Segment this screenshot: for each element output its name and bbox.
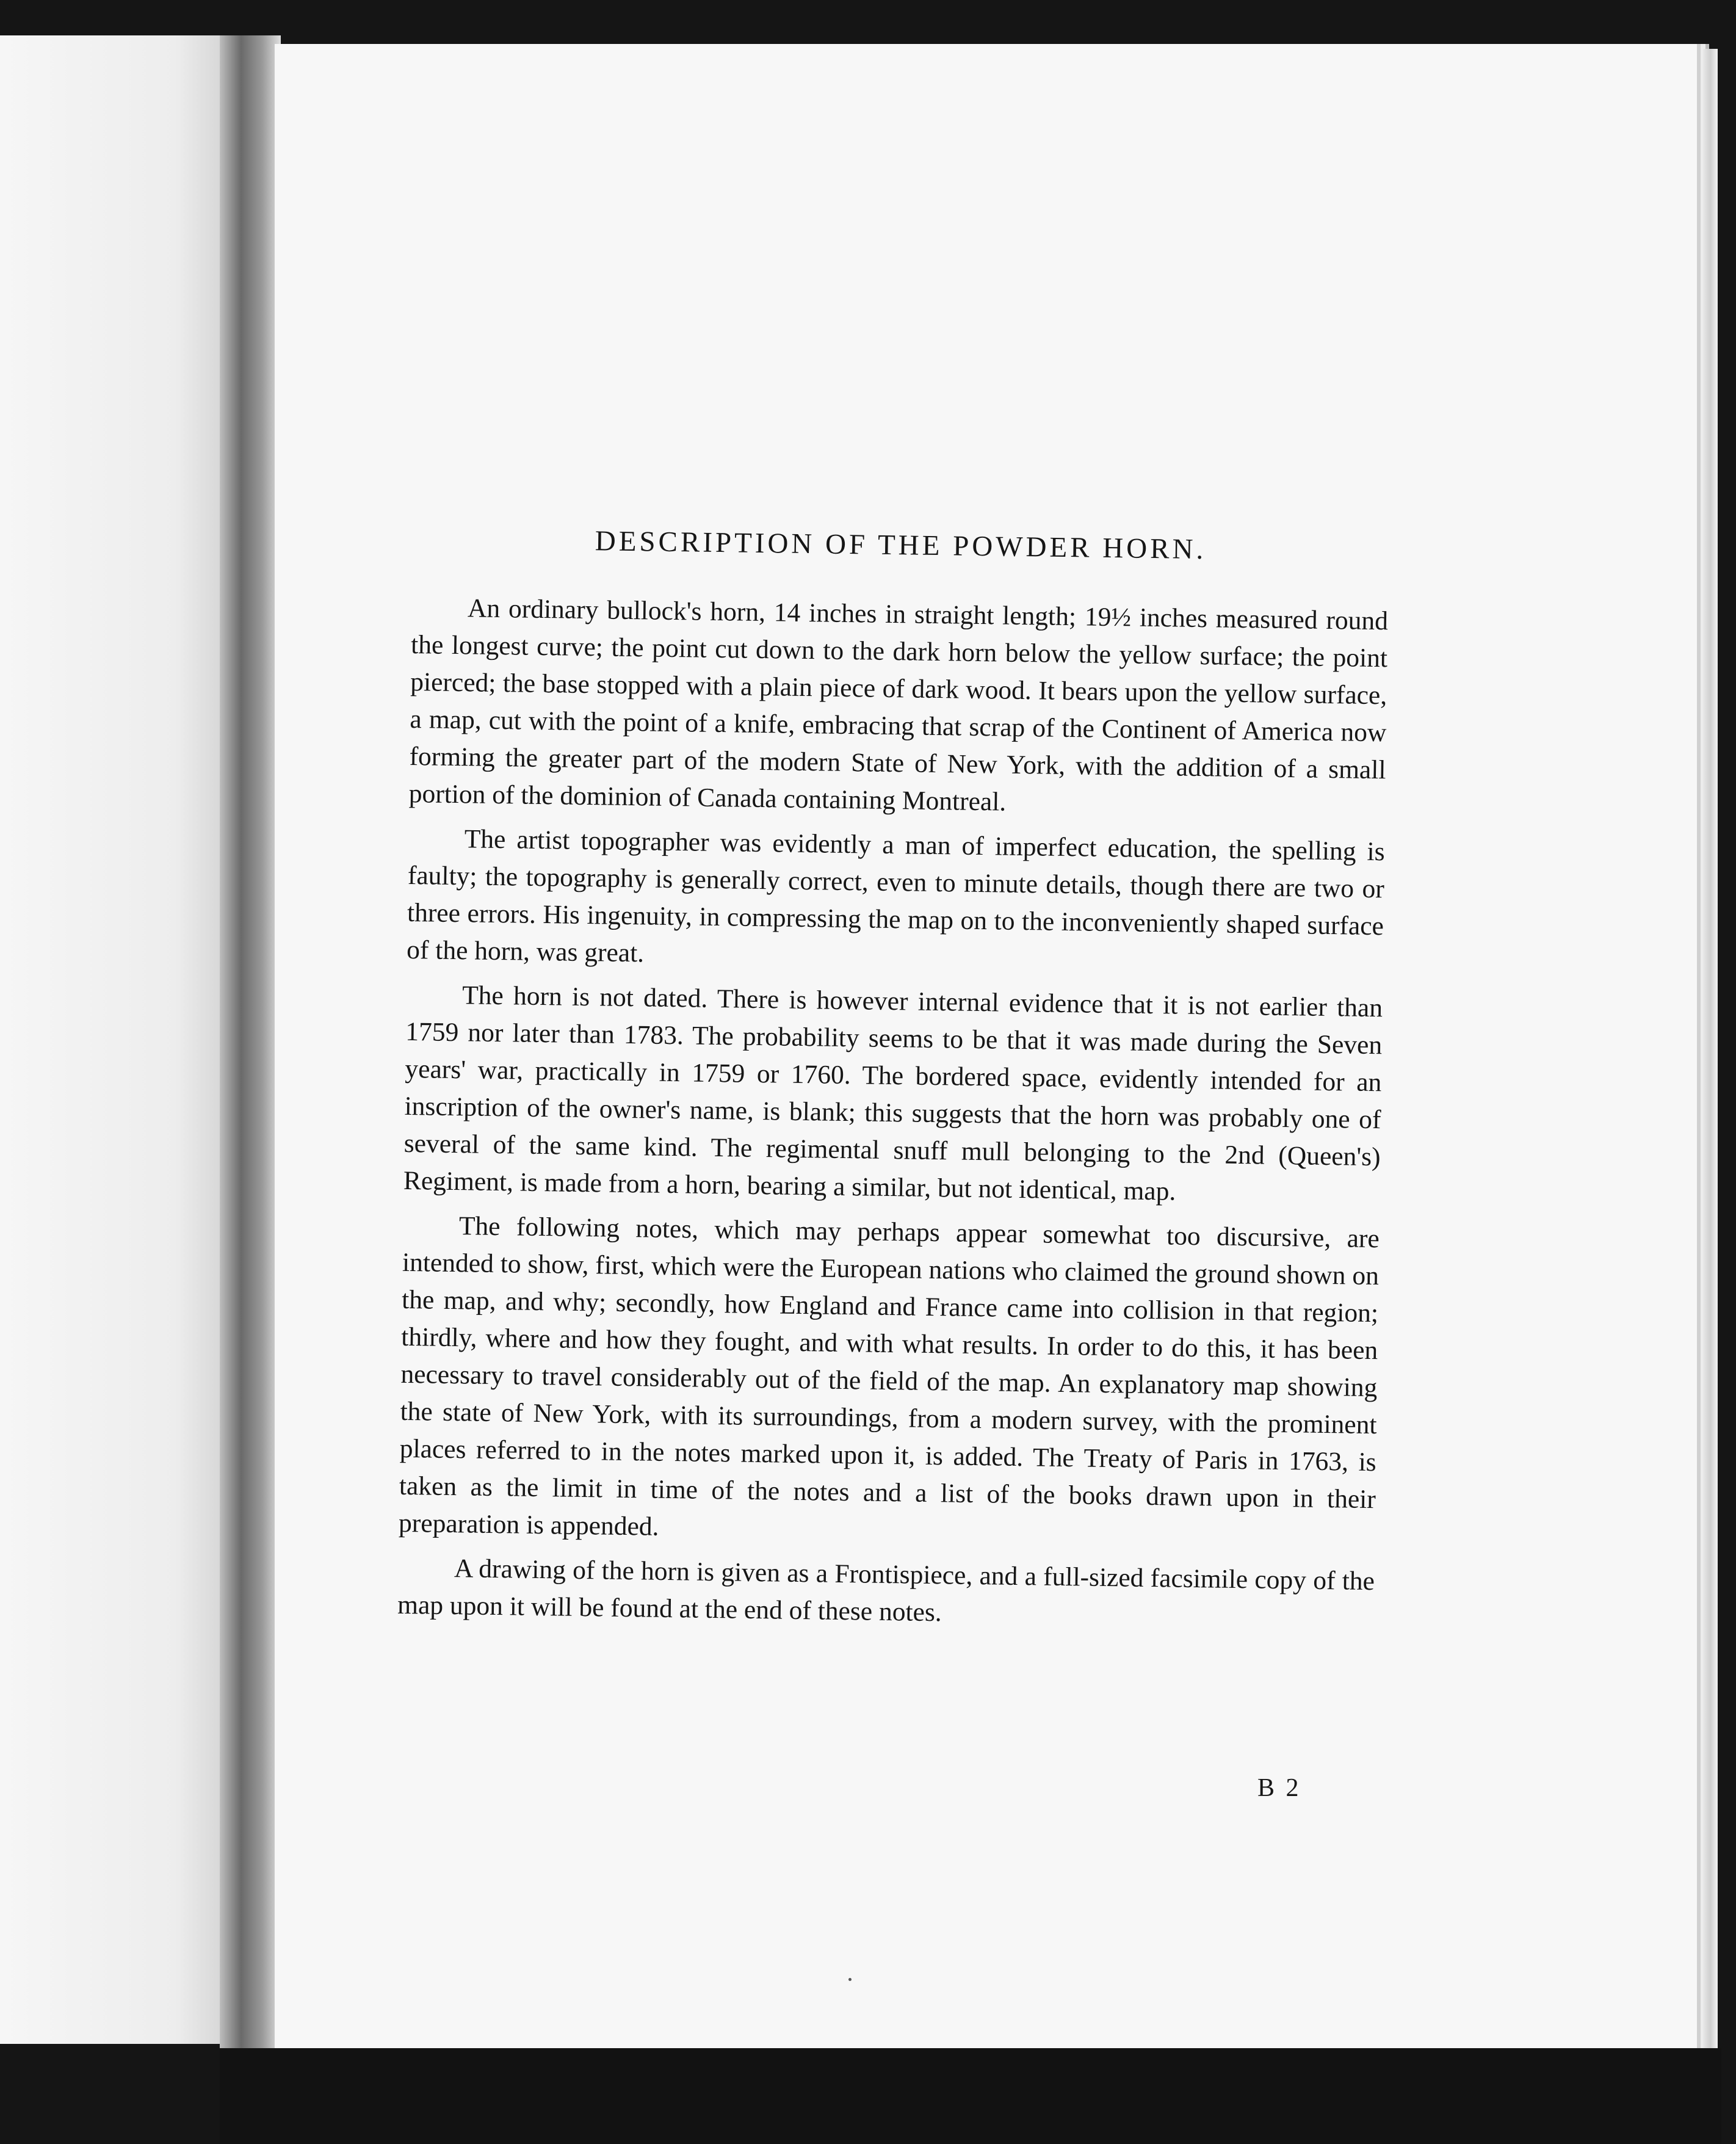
page-title: DESCRIPTION OF THE POWDER HORN. [595,525,1207,566]
signature-mark: B 2 [1257,1774,1301,1802]
paragraph-horn-description: An ordinary bullock's horn, 14 inches in straight length; 19½ inches measured round the longest curve; the point cut down to the dark horn below the yellow surface; the point pierced; the base stopped with a plain piece of dark wood. It bears upon the yellow surface, a map, cut with the point of a knife, embracing that scrap of the Continent of America now forming the greater part of the modern State of New York, with the addition of a small portion of the dominion of Canada containing Montreal. [408,593,1389,817]
paragraph-following-notes: The following notes, which may perhaps appear somewhat too discursive, are intended to show, first, which were the European nations who claimed the ground shown on the map, and why; secondly, how England and France came into collision in that region; thirdly, where and how they fought, and with what results. In order to do this, it has been necessary to travel considerably out of the field of the map. An explanatory map showing the state of New York, with its surroundings, from a modern survey, with the prominent places referred to in the notes marked upon it, is added. The Treaty of Paris in 1763, is taken as the limit in time of the notes and a list of the books drawn upon in their preparation is appended. [398,1211,1380,1541]
paragraph-dating: The horn is not dated. There is however internal evidence that it is not earlier than 1759 nor later than 1783. The probability seems to be that it was made during the Seven years' war, practically in 1759 or 1760. The bordered space, evidently intended for an inscription of the owner's name, is blank; this suggests that the horn was probably one of several of the same kind. The regimental snuff mull belonging to the 2nd (Queen's) Regiment, is made from a horn, bearing a similar, but not identical, map. [403,980,1383,1206]
page-text-block [397,522,1389,1645]
left-page-edge [0,35,220,2044]
bottom-shadow [220,2048,1721,2144]
paper-speck [848,1978,852,1981]
book-gutter [220,35,281,2050]
paragraph-frontispiece: A drawing of the horn is given as a Frontispiece, and a full-sized facsimile copy of the map upon it will be found at the end of these notes. [397,1554,1375,1628]
paragraph-artist-topographer: The artist topographer was evidently a man of imperfect education, the spelling is faulty; the topography is generally correct, even to minute details, though there are two or three errors. His ingenuity, in compressing the map on to the inconveniently shaped surface of the horn, was great. [406,824,1385,968]
page-stack-edge [1703,49,1718,2063]
